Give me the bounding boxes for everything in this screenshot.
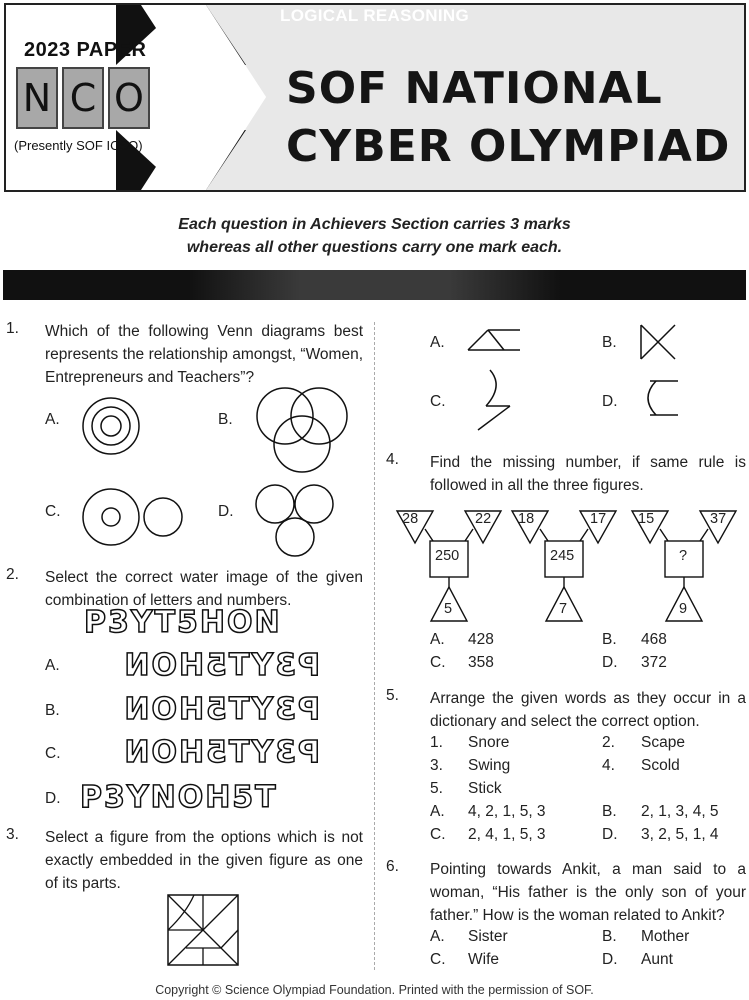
q4-number: 4.	[386, 451, 399, 468]
q2-option-a-label: A.	[45, 657, 60, 674]
q1-option-d-label: D.	[218, 503, 234, 520]
q5-word-5-label: 5.	[430, 780, 443, 797]
q5-text: Arrange the given words as they occur in a dictionary and select the correct option.	[430, 690, 746, 730]
nco-letter-o: O	[108, 67, 150, 129]
instruction	[0, 213, 749, 259]
q1-option-a-label: A.	[45, 411, 60, 428]
q4-fig3-center: ?	[679, 548, 688, 564]
q4-fig2-right: 17	[590, 511, 607, 527]
q5-word-2: Scape	[641, 734, 685, 751]
q4-option-a-label: A.	[430, 631, 445, 648]
page-header	[4, 3, 746, 192]
q4-option-c-value: 358	[468, 654, 494, 671]
nco-letter-n: N	[16, 67, 58, 129]
q3-given-figure	[166, 893, 242, 969]
q5-word-4-label: 4.	[602, 757, 615, 774]
section-bar	[3, 270, 746, 300]
q5-number: 5.	[386, 687, 399, 704]
presently-text: (Presently SOF ICSO)	[14, 138, 143, 153]
section-bar-fill	[3, 270, 746, 300]
q4-fig2-center: 245	[550, 548, 575, 564]
q4-option-d-label: D.	[602, 654, 618, 671]
q6-option-c-value: Wife	[468, 951, 499, 968]
q2-option-a-text: P3YT5HON	[122, 648, 320, 683]
q5-word-5: Stick	[468, 780, 502, 797]
q2-option-b-label: B.	[45, 702, 60, 719]
q5-option-b-value: 2, 1, 3, 4, 5	[641, 803, 719, 820]
q1-option-a-diagram	[80, 395, 142, 457]
q5-option-c-label: C.	[430, 826, 446, 843]
q4-option-b-value: 468	[641, 631, 667, 648]
q1-option-b-diagram	[252, 386, 352, 476]
q6-option-d-value: Aunt	[641, 951, 673, 968]
q6-option-b-label: B.	[602, 928, 617, 945]
q2-text: Select the correct water image of the given combination of letters and numbers.	[45, 569, 363, 609]
q2-option-b-text: P3YT5HON	[122, 692, 320, 727]
q1-option-c-label: C.	[45, 503, 61, 520]
q3-option-b-label: B.	[602, 334, 617, 351]
paper-year: 2023 PAPER	[24, 39, 147, 61]
q6-option-d-label: D.	[602, 951, 618, 968]
q5-option-d-value: 3, 2, 5, 1, 4	[641, 826, 719, 843]
column-divider	[374, 322, 375, 970]
q4-fig1-left: 28	[402, 511, 419, 527]
instruction-line-2: whereas all other questions carry one mark each.	[186, 239, 563, 256]
q1-option-c-diagram	[80, 487, 186, 547]
q5-option-a-value: 4, 2, 1, 5, 3	[468, 803, 546, 820]
q5-word-1-label: 1.	[430, 734, 443, 751]
q1-option-d-diagram	[253, 482, 337, 558]
q4-fig2-bottom: 7	[559, 601, 568, 617]
q3-number: 3.	[6, 826, 19, 843]
q5-option-c-value: 2, 4, 1, 5, 3	[468, 826, 546, 843]
q3-option-d-figure	[638, 378, 680, 418]
section-title: LOGICAL REASONING	[280, 6, 469, 25]
q4-option-c-label: C.	[430, 654, 446, 671]
nco-letter-c: C	[62, 67, 104, 129]
q5-option-d-label: D.	[602, 826, 618, 843]
q4-fig2-left: 18	[518, 511, 535, 527]
q3-option-b-figure	[638, 322, 678, 362]
title-line-1: SOF NATIONAL	[286, 63, 663, 114]
q3-text: Select a figure from the options which is not exactly embedded in the given figure as one of its parts.	[45, 829, 363, 892]
q3-option-a-figure	[466, 328, 522, 352]
q5-word-2-label: 2.	[602, 734, 615, 751]
q4-fig1-bottom: 5	[444, 601, 453, 617]
q6-option-c-label: C.	[430, 951, 446, 968]
q5-word-4: Scold	[641, 757, 680, 774]
q2-option-d-label: D.	[45, 790, 61, 807]
q2-option-c-label: C.	[45, 745, 61, 762]
q5-word-1: Snore	[468, 734, 510, 751]
q6-text: Pointing towards Ankit, a man said to a woman, “His father is the only son of your father.” How is the woman related to Ankit?	[430, 861, 746, 924]
q2-given-text: P3YT5HON	[84, 605, 282, 640]
q1-text: Which of the following Venn diagrams best represents the relationship amongst, “Women, Entrepreneurs and Teachers”?	[45, 323, 363, 386]
q5-word-3-label: 3.	[430, 757, 443, 774]
q5-option-b-label: B.	[602, 803, 617, 820]
q3-option-d-label: D.	[602, 393, 618, 410]
q4-fig3-right: 37	[710, 511, 727, 527]
q6-number: 6.	[386, 858, 399, 875]
q1-option-b-label: B.	[218, 411, 233, 428]
q5-word-3: Swing	[468, 757, 511, 774]
footer-copyright: Copyright © Science Olympiad Foundation. Printed with the permission of SOF.	[155, 983, 594, 997]
q4-fig3-bottom: 9	[679, 601, 688, 617]
instruction-line-1: Each question in Achievers Section carries 3 marks	[178, 216, 571, 233]
nco-logo	[16, 67, 150, 129]
q6-option-b-value: Mother	[641, 928, 690, 945]
q4-fig3-left: 15	[638, 511, 655, 527]
q3-option-c-label: C.	[430, 393, 446, 410]
q2-number: 2.	[6, 566, 19, 583]
q4-fig1-center: 250	[435, 548, 460, 564]
q2-option-d-text: P3YNOH5T	[80, 780, 278, 815]
q2-option-c-text: P3YT5HON	[122, 735, 320, 770]
q3-option-a-label: A.	[430, 334, 445, 351]
q4-fig1-right: 22	[475, 511, 492, 527]
q4-option-b-label: B.	[602, 631, 617, 648]
q4-text: Find the missing number, if same rule is followed in all the three figures.	[430, 454, 746, 494]
q6-option-a-label: A.	[430, 928, 445, 945]
q1-number: 1.	[6, 320, 19, 337]
q4-option-a-value: 428	[468, 631, 494, 648]
title-line-2: CYBER OLYMPIAD	[286, 121, 731, 172]
q5-option-a-label: A.	[430, 803, 445, 820]
q4-option-d-value: 372	[641, 654, 667, 671]
q3-option-c-figure	[472, 368, 512, 432]
q6-option-a-value: Sister	[468, 928, 508, 945]
